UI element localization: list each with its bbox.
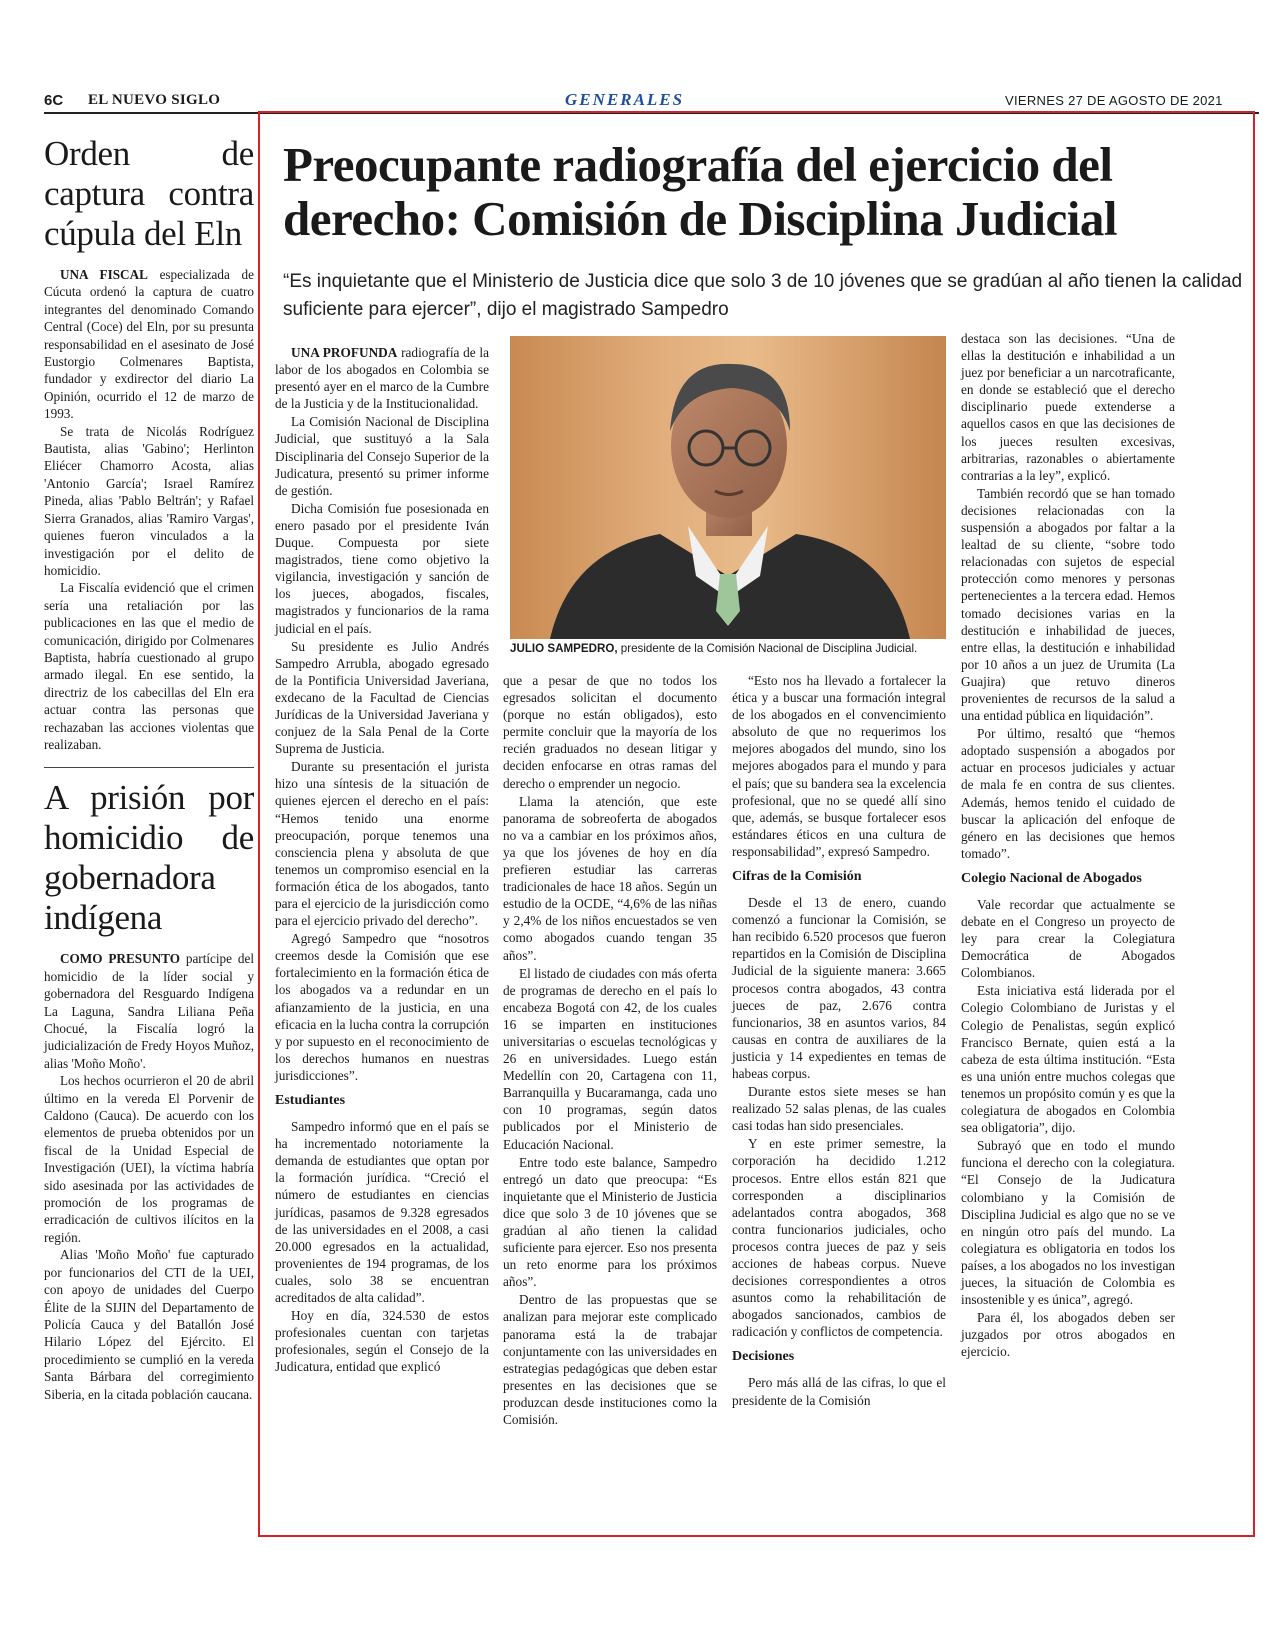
portrait-photo <box>510 336 946 639</box>
article-paragraph: Sampedro informó que en el país se ha incrementado notoriamente la demanda de estudiantes que optan por la formación jurídica. “Creció el número de estudiantes en ciencias jurídicas, pasamos de 9.328 egresados de las universidades en el 2008, a casi 20.000 egresados en la actualidad, provenientes de 194 programas, de los cuales, solo 38 se encuentran acreditados de alta calidad”. <box>275 1119 489 1305</box>
article-column-3 <box>732 672 946 1410</box>
article-paragraph: Entre todo este balance, Sampedro entregó un dato que preocupa: “Es inquietante que el Ministerio de Justicia dice que solo 3 de 10 jóvenes que se gradúan al año tienen la calidad suficiente para ejercer. Eso nos presenta un reto enorme para los próximos años”. <box>503 1154 717 1290</box>
article-paragraph: Subrayó que en todo el mundo funciona el derecho con la colegiatura. “El Consejo de la Judicatura colombiano y la Comisión de Disciplina Judicial es algo que no se ve en ningún otro país del mundo. La colegiatura es obligatoria en todos los países, a los abogados no los investigan jueces, la situación de Colombia es insostenible y es única”, agregó. <box>961 1138 1175 1308</box>
story-text: especializada de Cúcuta ordenó la captura de cuatro integrantes del denominado Comando Central (Coce) del Eln, por su presunta responsabilidad en el asesinato de José Eustorgio Colmenares Baptista, fundador y exdirector del diario La Opinión, ocurrido el 12 de marzo de 1993. <box>44 267 254 422</box>
page-number: 6C <box>44 92 64 109</box>
article-paragraph: Su presidente es Julio Andrés Sampedro Arrubla, abogado egresado de la Pontificia Universidad Javeriana, exdecano de la Facultad de Ciencias Jurídicas de la Universidad Javeriana y conjuez de la Sala Penal de la Corte Suprema de Justicia. <box>275 638 489 757</box>
article-paragraph: El listado de ciudades con más oferta de programas de derecho en el país lo encabeza Bogotá con 42, de los cuales 16 se imparten en instituciones universitarias o escuelas tecnológicas y 26 en universidades. Luego están Medellín con 20, Cartagena con 11, Barranquilla y Bucaramanga, cada uno con 10 programas, según datos publicados por el Ministerio de Educación Nacional. <box>503 965 717 1152</box>
story-paragraph: Alias 'Moño Moño' fue capturado por funcionarios del CTI de la UEI, con apoyo de unidades del Cuerpo Élite de la SIJIN del Departamento de Policía Cauca y del Batallón José Hilario López del Ejército. El procedimiento se cumplió en la vereda Santa Bárbara del corregimiento Siberia, en la citada población caucana. <box>44 1247 254 1402</box>
article-paragraph: Para él, los abogados deben ser juzgados por otros abogados en ejercicio. <box>961 1310 1175 1360</box>
article-paragraph: que a pesar de que no todos los egresados solicitan el documento (porque no están obligados), esto permite concluir que la mayoría de los recién graduados no desean litigar y deciden enfocarse en otras ramas del derecho o emprender un negocio. <box>503 673 717 791</box>
article-column-2 <box>503 672 717 1429</box>
caption-text: presidente de la Comisión Nacional de Disciplina Judicial. <box>617 642 918 655</box>
story-paragraph <box>44 266 254 423</box>
newspaper-name: EL NUEVO SIGLO <box>88 92 221 108</box>
article-paragraph: Vale recordar que actualmente se debate en el Congreso un proyecto de ley para crear la Colegiatura Democrática de Abogados Colombianos. <box>961 896 1175 981</box>
article-paragraph: También recordó que se han tomado decisiones relacionadas con la suspensión a abogados por faltar a la lealtad de su cliente, “sobre todo relacionadas con sujetos de especial protección como menores y personas pertenecientes a la tercera edad. Hemos tomado decisiones varias en la destitución e inhabilidad de jueces, entre ellas, la destitución e inhabilidad por 10 años a un juez de Urumita (La Guajira) que retuvo dineros provenientes de recursos de la salud a una entidad pública en liquidación”. <box>961 485 1175 724</box>
photo-caption <box>510 642 950 655</box>
portrait-illustration <box>510 336 946 639</box>
article-paragraph: Y en este primer semestre, la corporación ha decidido 1.212 procesos. Entre ellos están 821 que corresponden a disciplinarios adelantados contra abogados, 368 contra funcionarios judiciales, ocho procesos contra jueces de paz y seis acciones de habeas corpus. Nueve decisiones correspondientes a otros asuntos como la rehabilitación de abogados sancionados, cambios de radicación y conflictos de competencia. <box>732 1136 946 1340</box>
article-paragraph: Llama la atención, que este panorama de sobreoferta de abogados no va a cambiar en los próximos años, ya que los jóvenes de hoy en día prefieren estudiar las carreras tradicionales de hace 18 años. Según un estudio de la OCDE, “4,6% de las niñas y 2,4% de los niños encuestados se ven como abogados cuando tengan 35 años”. <box>503 793 717 963</box>
subheading: Decisiones <box>732 1349 795 1365</box>
story-paragraph <box>44 950 254 1072</box>
article-paragraph: Por último, resaltó que “hemos adoptado suspensión a abogados por actuar en procesos judiciales y actuar de mala fe en contra de sus clientes. Además, hemos tenido el cuidado de buscar la aplicación del enfoque de género en las decisiones que hemos tomado”. <box>961 726 1175 861</box>
article-column-1 <box>275 344 489 1376</box>
article-paragraph: Desde el 13 de enero, cuando comenzó a funcionar la Comisión, se han recibido 6.520 procesos que fueron repartidos en la Comisión de Disciplina Judicial de la siguiente manera: 3.665 procesos contra abogados, 43 contra jueces de paz, 2.676 contra funcionarios, 38 en asuntos varios, 84 causas en contra de auxiliares de la justicia y 14 expedientes en temas de habeas corpus. <box>732 895 946 1081</box>
story-lead: UNA FISCAL <box>60 267 148 282</box>
story-paragraph: Los hechos ocurrieron el 20 de abril último en la vereda El Porvenir de Caldono (Cauca). De acuerdo con los elementos de prueba obtenidos por un fiscal de la Unidad Especial de Investigación (UEI), la víctima habría sido asesinada por las actividades de promoción de los programas de erradicación de cultivos ilícitos en la región. <box>44 1073 254 1245</box>
article-paragraph: Esta iniciativa está liderada por el Colegio Colombiano de Juristas y el Colegio de Penalistas, según explicó Francisco Bernate, quien está a la cabeza de esta última institución. “Esta es una unión entre muchos colegas que tenemos un propósito común y es que la colegiatura de abogados en Colombia sea obligatoria”, dijo. <box>961 983 1175 1136</box>
article-paragraph: Dentro de las propuestas que se analizan para mejorar este complicado panorama está la de trabajar conjuntamente con las universidades en estrategias pedagógicas que deben estar presentes en las decisiones que se produzcan desde instituciones como la Comisión. <box>503 1292 717 1428</box>
story-title: A prisión por homicidio de gobernadora indígena <box>44 778 254 938</box>
main-headline: Preocupante radiografía del ejercicio del derecho: Comisión de Disciplina Judicial <box>283 137 1117 246</box>
caption-name: JULIO SAMPEDRO, <box>510 642 618 655</box>
divider <box>44 767 254 768</box>
story-lead: COMO PRESUNTO <box>60 951 180 967</box>
article-column-4 <box>961 330 1175 1361</box>
article-paragraph: Durante estos siete meses se han realizado 52 salas plenas, de las cuales casi todas han sido presenciales. <box>732 1084 946 1134</box>
subheading: Estudiantes <box>275 1093 346 1109</box>
story-paragraph: Se trata de Nicolás Rodríguez Bautista, alias 'Gabino'; Herlinton Eliécer Chamorro Acosta, alias 'Antonio García'; Israel Ramírez Pineda, alias 'Pablo Beltrán'; y Rafael Sierra Granados, alias 'Ramiro Vargas', quienes fueron vinculados a la investigación por el delito de homicidio. <box>44 423 254 578</box>
article-paragraph: destaca son las decisiones. “Una de ellas la destitución e inhabilidad a un juez por beneficiar a un narcotraficante, en donde se estableció que el derecho disciplinario puede extenderse a aquellos casos en que las decisiones de los jueces resulten excesivas, arbitrarias, razonables o abiertamente contrarias a la ley”, explicó. <box>961 331 1175 483</box>
story-title: Orden de captura contra cúpula del Eln <box>44 134 254 253</box>
subheading: Cifras de la Comisión <box>732 869 862 885</box>
subheading: Colegio Nacional de Abogados <box>961 870 1142 886</box>
article-lead: UNA PROFUNDA <box>291 345 398 360</box>
article-paragraph: Hoy en día, 324.530 de estos profesionales cuentan con tarjetas profesionales, según el Consejo de la Judicatura, entidad que explicó <box>275 1308 489 1375</box>
article-paragraph: Dicha Comisión fue posesionada en enero pasado por el presidente Iván Duque. Compuesta por siete magistrados, tiene como objetivo la vigilancia, investigación y sanción de los jueces, abogados, fiscales, magistrados y funcionarios de la rama judicial en el país. <box>275 500 489 636</box>
section-title: GENERALES <box>565 90 685 109</box>
article-paragraph: Durante su presentación el jurista hizo una síntesis de la situación de quienes ejercen el derecho en el país: “Hemos tenido una enorme preocupación, porque tenemos una consciencia plena y absoluta de que tenemos un compromiso esencial en la formación ética de los abogados, tanto para el ejercicio de la jurisdicción como para el ejercicio privado del derecho”. <box>275 759 489 929</box>
article-paragraph: Pero más allá de las cifras, lo que el presidente de la Comisión <box>732 1375 946 1408</box>
article-paragraph <box>275 344 489 412</box>
article-paragraph: La Comisión Nacional de Disciplina Judicial, que sustituyó a la Sala Disciplinaria del Consejo Superior de la Judicatura, presentó su primer informe de gestión. <box>275 414 489 498</box>
issue-date: VIERNES 27 DE AGOSTO DE 2021 <box>1005 93 1223 108</box>
article-paragraph: Agregó Sampedro que “nosotros creemos desde la Comisión que ese fortalecimiento en la formación ética de los abogados va a redundar en un afianzamiento de la justicia, en una eficacia en la lucha contra la corrupción y por supuesto en el reconocimiento de los derechos humanos en nuestras jurisdicciones”. <box>275 931 489 1083</box>
left-column <box>44 124 254 1403</box>
article-text: radiografía de la labor de los abogados en Colombia se presentó ayer en el marco de la Cumbre de la Justicia y de la Institucionalidad. <box>275 345 489 412</box>
story-text: partícipe del homicidio de la líder social y gobernadora del Resguardo Indígena La Laguna, Sandra Liliana Peña Chocué, la Fiscalía logró la judicialización de Fredy Hoyos Muñoz, alias 'Moño Moño'. <box>44 951 255 1071</box>
story-paragraph: La Fiscalía evidenció que el crimen sería una retaliación por las publicaciones en las que el medio de comunicación, dirigido por Colmenares Baptista, habría cuestionado al grupo armado ilegal. En ese sentido, la directriz de los cabecillas del Eln era actuar contra las personas que rechazaban las acciones violentas que realizaban. <box>44 580 254 752</box>
article-paragraph: “Esto nos ha llevado a fortalecer la ética y a buscar una formación integral de los abogados en el convencimiento absoluto de que no requerimos los mejores abogados del mundo, sino los mejores abogados para el mundo y para el país; que su bandera sea la excelencia profesional, que no se quedé allí sino que, además, se busque fortalecer esos estándares éticos en una cultura de responsabilidad”, expresó Sampedro. <box>732 673 946 859</box>
main-deck: “Es inquietante que el Ministerio de Justicia dice que solo 3 de 10 jóvenes que se gradúan al año tienen la calidad suficiente para ejercer”, dijo el magistrado Sampedro <box>283 271 1243 320</box>
